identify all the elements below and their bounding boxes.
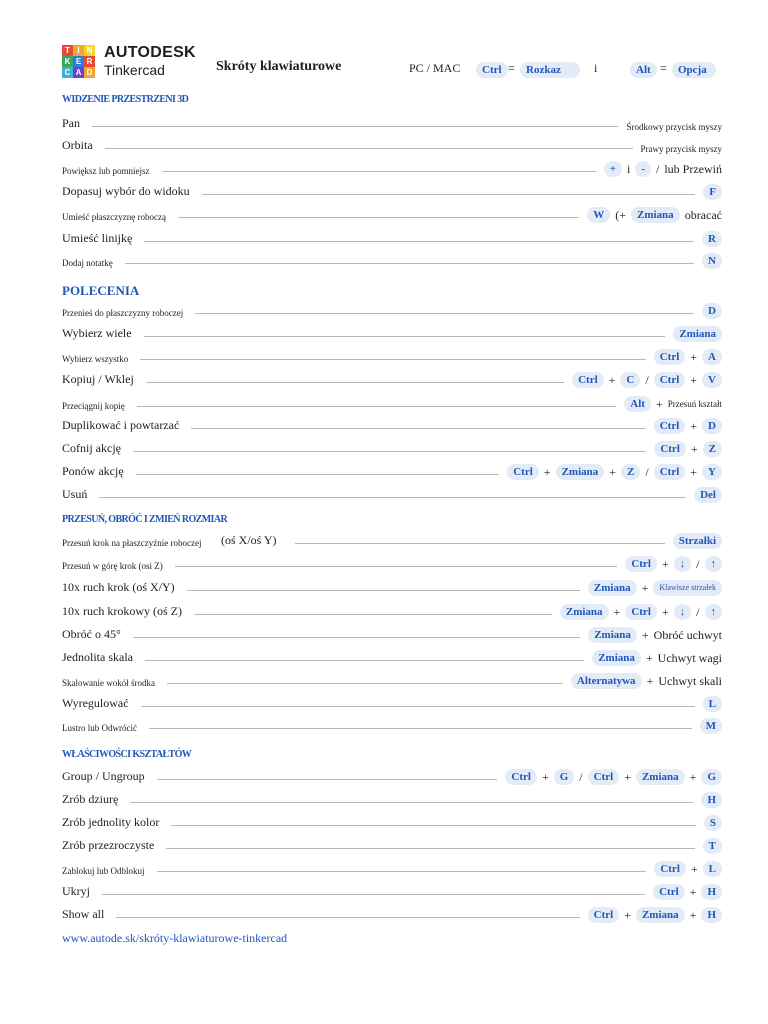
shortcut-action-text: Środkowy przycisk myszy [626, 122, 722, 132]
key-cap: Z [703, 441, 722, 457]
shortcut-row [62, 303, 722, 321]
key-cap: Zmiana [673, 326, 722, 342]
shortcut-keys [587, 207, 722, 223]
key-cap: + [604, 161, 622, 177]
logo-letter: T [62, 45, 73, 56]
shortcut-keys [505, 769, 722, 785]
legend-and: i [594, 61, 598, 75]
shortcut-row [62, 161, 722, 179]
key-cap: L [703, 696, 722, 712]
shortcut-action-text: lub Przewiń [664, 161, 722, 176]
shortcut-keys [673, 326, 722, 342]
key-separator: (+ [615, 207, 626, 222]
shortcut-label: Cofnij akcję [62, 441, 121, 455]
shortcut-row [62, 253, 722, 271]
shortcut-row [62, 580, 722, 598]
shortcut-row [62, 372, 722, 390]
shortcut-label: Wybierz wszystko [62, 354, 129, 364]
leader-line [125, 263, 694, 264]
key-cap: Z [621, 464, 640, 480]
shortcut-label: 10x ruch krokowy (oś Z) [62, 604, 182, 618]
key-cap: W [587, 207, 610, 223]
shortcut-row [62, 884, 722, 902]
key-cap: Ctrl [653, 884, 685, 900]
section-heading: WŁAŚCIWOŚCI KSZTAŁTÓW [62, 749, 192, 760]
shortcut-action-text: Prawy przycisk myszy [640, 144, 722, 154]
key-cap: - [635, 161, 651, 177]
leader-line [191, 428, 646, 429]
leader-line [187, 590, 580, 591]
leader-line [167, 683, 563, 684]
key-cap: T [703, 838, 722, 854]
key-cap: A [702, 349, 722, 365]
shortcut-label: Skalowanie wokół środka [62, 678, 155, 688]
shortcut-row [62, 349, 722, 367]
leader-line [175, 566, 617, 567]
key-separator: + [661, 556, 669, 571]
leader-line [162, 171, 596, 172]
key-separator: + [641, 580, 649, 595]
leader-line [99, 497, 686, 498]
key-separator: / [645, 372, 649, 387]
shortcut-label: Show all [62, 907, 105, 921]
key-cap: Ctrl [654, 861, 686, 877]
leader-line [295, 543, 665, 544]
section-heading: WIDZENIE PRZESTRZENI 3D [62, 94, 189, 105]
shortcut-row [62, 116, 722, 134]
key-separator: + [690, 418, 698, 433]
logo-letter: C [62, 67, 73, 78]
key-cap: Zmiana [588, 627, 637, 643]
leader-line [157, 871, 646, 872]
section-heading: POLECENIA [62, 283, 140, 298]
shortcut-label: Zablokuj lub Odblokuj [62, 866, 145, 876]
key-cap: Ctrl [654, 464, 686, 480]
shortcut-row [62, 604, 722, 622]
shortcut-keys [588, 907, 722, 923]
arrow-down-icon: ↓ [674, 604, 692, 620]
key-cap: Ctrl [588, 907, 620, 923]
shortcut-row [62, 464, 722, 482]
leader-line [137, 406, 616, 407]
shortcut-label: Usuń [62, 487, 88, 501]
shortcut-keys [592, 650, 722, 666]
shortcut-row [62, 769, 722, 787]
shortcut-keys [703, 184, 722, 200]
shortcut-keys [572, 372, 722, 388]
shortcut-keys [588, 627, 722, 643]
arrow-up-icon: ↑ [705, 604, 723, 620]
leader-line [92, 126, 618, 127]
shortcut-row [62, 184, 722, 202]
shortcut-label: Ukryj [62, 884, 90, 898]
logo-letter: A [73, 67, 84, 78]
logo-letter: D [84, 67, 95, 78]
legend-equals: = [660, 61, 667, 75]
arrow-down-icon: ↓ [674, 556, 692, 572]
shortcut-action-text: Obróć uchwyt [653, 627, 722, 642]
shortcut-row [62, 838, 722, 856]
key-separator: + [645, 650, 653, 665]
key-cap: L [703, 861, 722, 877]
key-separator: + [613, 604, 621, 619]
shortcut-keys [588, 580, 722, 596]
key-separator: + [608, 372, 616, 387]
shortcut-label: Obróć o 45° [62, 627, 121, 641]
shortcut-row [62, 231, 722, 249]
key-cap: Ctrl [625, 556, 657, 572]
shortcut-keys [624, 396, 722, 412]
key-cap: H [701, 907, 722, 923]
shortcut-keys [654, 349, 722, 365]
shortcut-keys [654, 441, 722, 457]
shortcut-keys [641, 144, 722, 154]
key-separator: + [624, 769, 631, 784]
shortcut-keys [694, 487, 722, 503]
key-cap: Ctrl [654, 418, 686, 434]
legend-ctrl-key: Ctrl [476, 62, 508, 78]
shortcut-label: Przeciągnij kopię [62, 401, 125, 411]
page-header [0, 0, 768, 90]
key-cap: F [703, 184, 722, 200]
shortcut-label: Duplikować i powtarzać [62, 418, 180, 432]
key-cap: S [704, 815, 722, 831]
shortcut-label: Powiększ lub pomniejsz [62, 166, 150, 176]
legend-opt-key: Opcja [672, 62, 716, 78]
shortcut-label: Umieść płaszczyznę roboczą [62, 212, 166, 222]
shortcut-keys [654, 418, 722, 434]
key-separator: + [689, 884, 697, 899]
key-separator: + [655, 396, 663, 411]
shortcut-row [62, 696, 722, 714]
shortcut-label: Ponów akcję [62, 464, 124, 478]
leader-line [145, 660, 584, 661]
key-cap: V [702, 372, 722, 388]
key-separator: / [645, 464, 649, 479]
key-separator: + [661, 604, 669, 619]
key-cap: G [554, 769, 575, 785]
key-cap: Ctrl [588, 769, 620, 785]
shortcut-label: Dodaj notatkę [62, 258, 113, 268]
key-separator: + [543, 464, 551, 479]
shortcut-action-text: obracać [684, 207, 722, 222]
key-separator: + [689, 907, 697, 922]
key-cap: Alternatywa [571, 673, 642, 689]
shortcut-label: Orbita [62, 138, 93, 152]
key-cap: C [620, 372, 640, 388]
shortcut-row [62, 418, 722, 436]
shortcut-keys [604, 161, 722, 177]
shortcut-label: Wyregulować [62, 696, 129, 710]
shortcut-row [62, 861, 722, 879]
key-separator: i [626, 161, 631, 176]
key-cap: G [701, 769, 722, 785]
logo-letter: K [62, 56, 73, 67]
legend-equals: = [508, 61, 515, 75]
shortcut-row [62, 792, 722, 810]
key-separator: + [689, 769, 697, 784]
key-cap: D [702, 418, 722, 434]
key-cap: Zmiana [556, 464, 605, 480]
shortcut-row [62, 326, 722, 344]
section-heading: PRZESUŃ, OBRÓĆ I ZMIEŃ ROZMIAR [62, 514, 228, 525]
shortcut-row [62, 441, 722, 459]
leader-line [166, 848, 695, 849]
shortcut-keys [701, 792, 722, 808]
shortcut-action-text: Przesuń kształt [667, 399, 722, 409]
key-separator: / [696, 604, 700, 619]
key-separator: + [690, 441, 698, 456]
tinkercad-logo [62, 45, 95, 78]
shortcut-row [62, 396, 722, 414]
shortcut-label: Przesuń w górę krok (osi Z) [62, 561, 163, 571]
leader-line [171, 825, 696, 826]
key-cap: N [702, 253, 722, 269]
leader-line [116, 917, 580, 918]
key-cap: Strzałki [673, 533, 722, 549]
legend-cmd-key: Rozkaz [520, 62, 580, 78]
shortcut-keys [702, 303, 722, 319]
shortcut-keys [704, 815, 722, 831]
shortcut-row [62, 556, 722, 574]
shortcut-action-text: Uchwyt wagi [657, 650, 722, 665]
page-title: Skróty klawiaturowe [216, 59, 342, 74]
leader-line [130, 802, 693, 803]
key-cap: Klawisze strzałek [653, 580, 722, 596]
shortcut-keys [673, 533, 722, 549]
leader-line [146, 382, 564, 383]
key-cap: Ctrl [507, 464, 539, 480]
shortcut-label: Wybierz wiele [62, 326, 132, 340]
leader-line [144, 336, 665, 337]
key-separator: + [690, 349, 698, 364]
product-name: Tinkercad [104, 62, 165, 78]
key-separator: / [696, 556, 700, 571]
leader-line [157, 779, 497, 780]
key-cap: R [702, 231, 722, 247]
shortcut-label: Zrób przezroczyste [62, 838, 155, 852]
shortcut-label: Kopiuj / Wklej [62, 372, 134, 386]
leader-line [202, 194, 695, 195]
shortcut-label: 10x ruch krok (oś X/Y) [62, 580, 175, 594]
key-cap: Zmiana [588, 580, 637, 596]
leader-line [140, 359, 646, 360]
shortcut-label: Jednolita skala [62, 650, 133, 664]
key-cap: D [702, 303, 722, 319]
leader-line [144, 241, 694, 242]
shortcut-keys [571, 673, 722, 689]
key-separator: + [541, 769, 549, 784]
logo-letter: E [73, 56, 84, 67]
key-cap: Zmiana [636, 907, 685, 923]
key-separator: + [641, 627, 649, 642]
footer-link[interactable]: www.autode.sk/skróty-klawiaturowe-tinkercad [62, 931, 288, 945]
shortcut-row [62, 718, 722, 736]
key-cap: H [701, 792, 722, 808]
shortcut-label: Lustro lub Odwrócić [62, 723, 137, 733]
brand-name: AUTODESK [104, 44, 196, 61]
leader-line [136, 474, 499, 475]
key-cap: Zmiana [592, 650, 641, 666]
platform-label: PC / MAC [409, 61, 461, 75]
key-cap: Y [702, 464, 722, 480]
shortcut-label: Zrób jednolity kolor [62, 815, 160, 829]
key-cap: Ctrl [625, 604, 657, 620]
key-cap: M [700, 718, 722, 734]
shortcut-keys [700, 718, 722, 734]
legend-alt-key: Alt [630, 62, 657, 78]
leader-line [105, 148, 633, 149]
key-separator: + [690, 372, 698, 387]
key-separator: / [579, 769, 583, 784]
key-cap: Zmiana [636, 769, 685, 785]
shortcut-keys [627, 122, 723, 132]
key-separator: + [609, 464, 617, 479]
shortcut-action-text: Uchwyt skali [658, 673, 722, 688]
shortcut-keys [703, 696, 722, 712]
shortcut-keys [702, 231, 722, 247]
leader-line [194, 614, 552, 615]
leader-line [149, 728, 692, 729]
shortcut-keys [507, 464, 722, 480]
key-cap: Ctrl [505, 769, 537, 785]
shortcut-label: Umieść linijkę [62, 231, 133, 245]
shortcut-label: Przenieś do płaszczyzny roboczej [62, 308, 184, 318]
shortcut-axis-note: (oś X/oś Y) [221, 533, 277, 547]
key-cap: Ctrl [654, 349, 686, 365]
logo-letter: N [84, 45, 95, 56]
key-cap: Alt [624, 396, 651, 412]
shortcut-label: Pan [62, 116, 80, 130]
shortcut-row [62, 815, 722, 833]
key-separator: + [646, 673, 654, 688]
shortcut-label: Group / Ungroup [62, 769, 145, 783]
key-cap: Zmiana [560, 604, 609, 620]
shortcut-row [62, 673, 722, 691]
key-cap: Zmiana [631, 207, 680, 223]
leader-line [133, 637, 580, 638]
shortcut-row [62, 907, 722, 925]
leader-line [178, 217, 579, 218]
shortcut-row [62, 487, 722, 505]
logo-letter: I [73, 45, 84, 56]
key-separator: / [656, 161, 660, 176]
key-separator: + [624, 907, 631, 922]
arrow-up-icon: ↑ [705, 556, 723, 572]
key-separator: + [690, 464, 698, 479]
shortcut-row [62, 627, 722, 645]
key-separator: + [690, 861, 698, 876]
shortcut-row [62, 207, 722, 225]
shortcut-label: Dopasuj wybór do widoku [62, 184, 190, 198]
shortcut-row [62, 138, 722, 156]
logo-letter: R [84, 56, 95, 67]
key-cap: Ctrl [654, 372, 686, 388]
leader-line [102, 894, 645, 895]
shortcut-keys [703, 838, 722, 854]
shortcut-keys [702, 253, 722, 269]
shortcut-row [62, 650, 722, 668]
key-cap: Del [694, 487, 722, 503]
shortcut-row [62, 533, 722, 551]
key-cap: Ctrl [654, 441, 686, 457]
shortcut-keys [625, 556, 722, 572]
shortcut-keys [654, 861, 722, 877]
key-cap: Ctrl [572, 372, 604, 388]
shortcut-label: Zrób dziurę [62, 792, 119, 806]
shortcut-keys [653, 884, 722, 900]
leader-line [133, 451, 646, 452]
key-cap: H [701, 884, 722, 900]
leader-line [141, 706, 695, 707]
shortcut-label: Przesuń krok na płaszczyźnie roboczej [62, 538, 202, 548]
leader-line [195, 313, 694, 314]
shortcut-keys [560, 604, 722, 620]
